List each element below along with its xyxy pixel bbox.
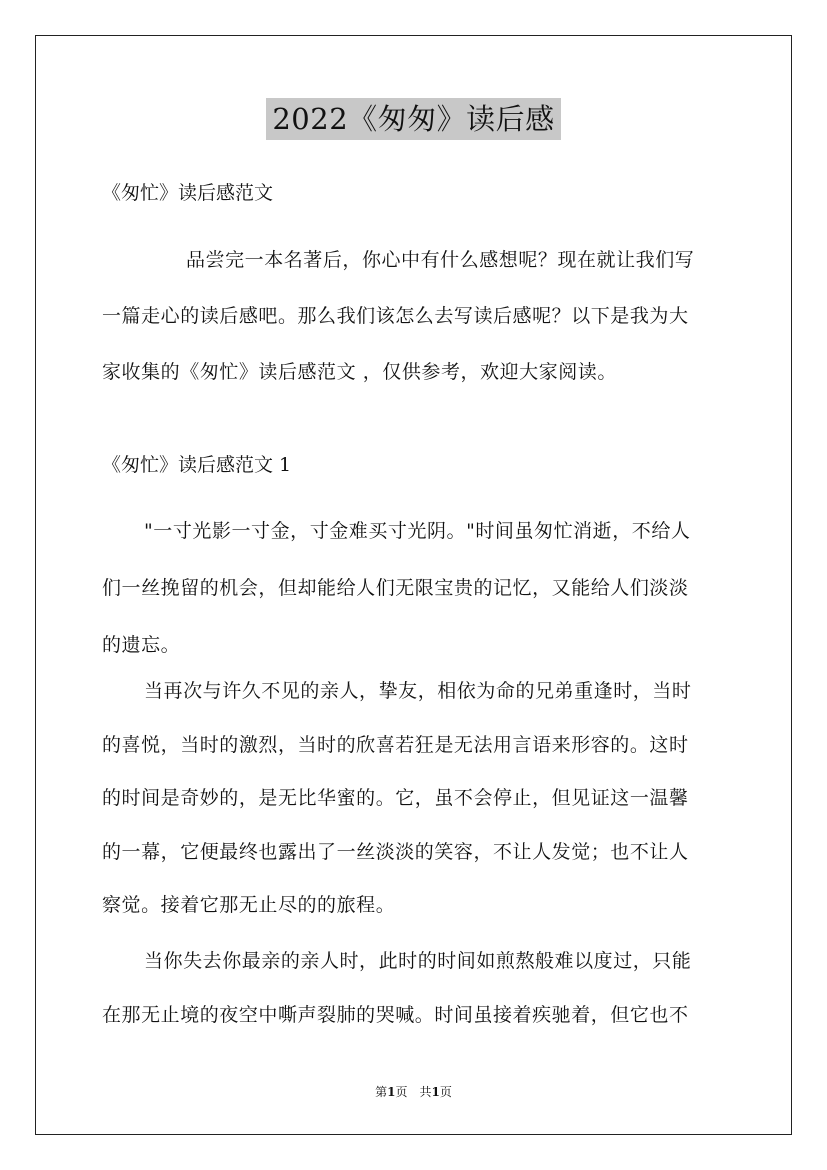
page-number-total: 1 [431,1085,440,1099]
intro-line: 一篇走心的读后感吧。那么我们该怎么去写读后感呢？以下是我为大 [102,305,689,327]
document-title: 2022《匆匆》读后感 [266,98,560,140]
body-paragraph-1 [102,503,727,674]
intro-line: 家收集的《匆忙》读后感范文 ，仅供参考，欢迎大家阅读。 [102,361,617,383]
page-number-prefix: 第 [375,1085,388,1099]
page-number-mid: 页 共 [395,1085,432,1099]
paragraph-line: 的遗忘。 [102,634,181,656]
paragraph-line: 的喜悦，当时的激烈，当时的欣喜若狂是无法用言语来形容的。这时 [102,733,689,756]
paragraph-line: 的一幕，它便最终也露出了一丝淡淡的笑容，不让人发觉；也不让人 [102,840,689,863]
section-heading: 《匆忙》读后感范文 1 [102,454,292,476]
paragraph-line: 们一丝挽留的机会，但却能给人们无限宝贵的记忆，又能给人们淡淡 [102,577,689,599]
body-paragraph-2 [102,665,727,933]
paragraph-line: 当你失去你最亲的亲人时，此时的时间如煎熬般难以度过，只能 [144,950,692,972]
page-number-suffix: 页 [439,1085,452,1099]
paragraph-line: "一寸光影一寸金，寸金难买寸光阴。"时间虽匆忙消逝，不给人 [144,520,691,542]
page-number-current: 1 [387,1085,396,1099]
page-footer [0,1083,827,1101]
intro-paragraph [102,232,727,400]
document-subtitle: 《匆忙》读后感范文 [102,182,274,204]
title-container [0,98,827,140]
intro-line: 品尝完一本名著后，你心中有什么感想呢？现在就让我们写 [186,249,695,271]
paragraph-line: 察觉。接着它那无止尽的的旅程。 [102,894,396,916]
body-paragraph-3 [102,934,727,1042]
paragraph-line: 当再次与许久不见的亲人，挚友，相依为命的兄弟重逢时，当时 [144,680,692,702]
paragraph-line: 在那无止境的夜空中嘶声裂肺的哭喊。时间虽接着疾驰着，但它也不 [102,1004,689,1026]
paragraph-line: 的时间是奇妙的，是无比华蜜的。它，虽不会停止，但见证这一温馨 [102,787,689,809]
